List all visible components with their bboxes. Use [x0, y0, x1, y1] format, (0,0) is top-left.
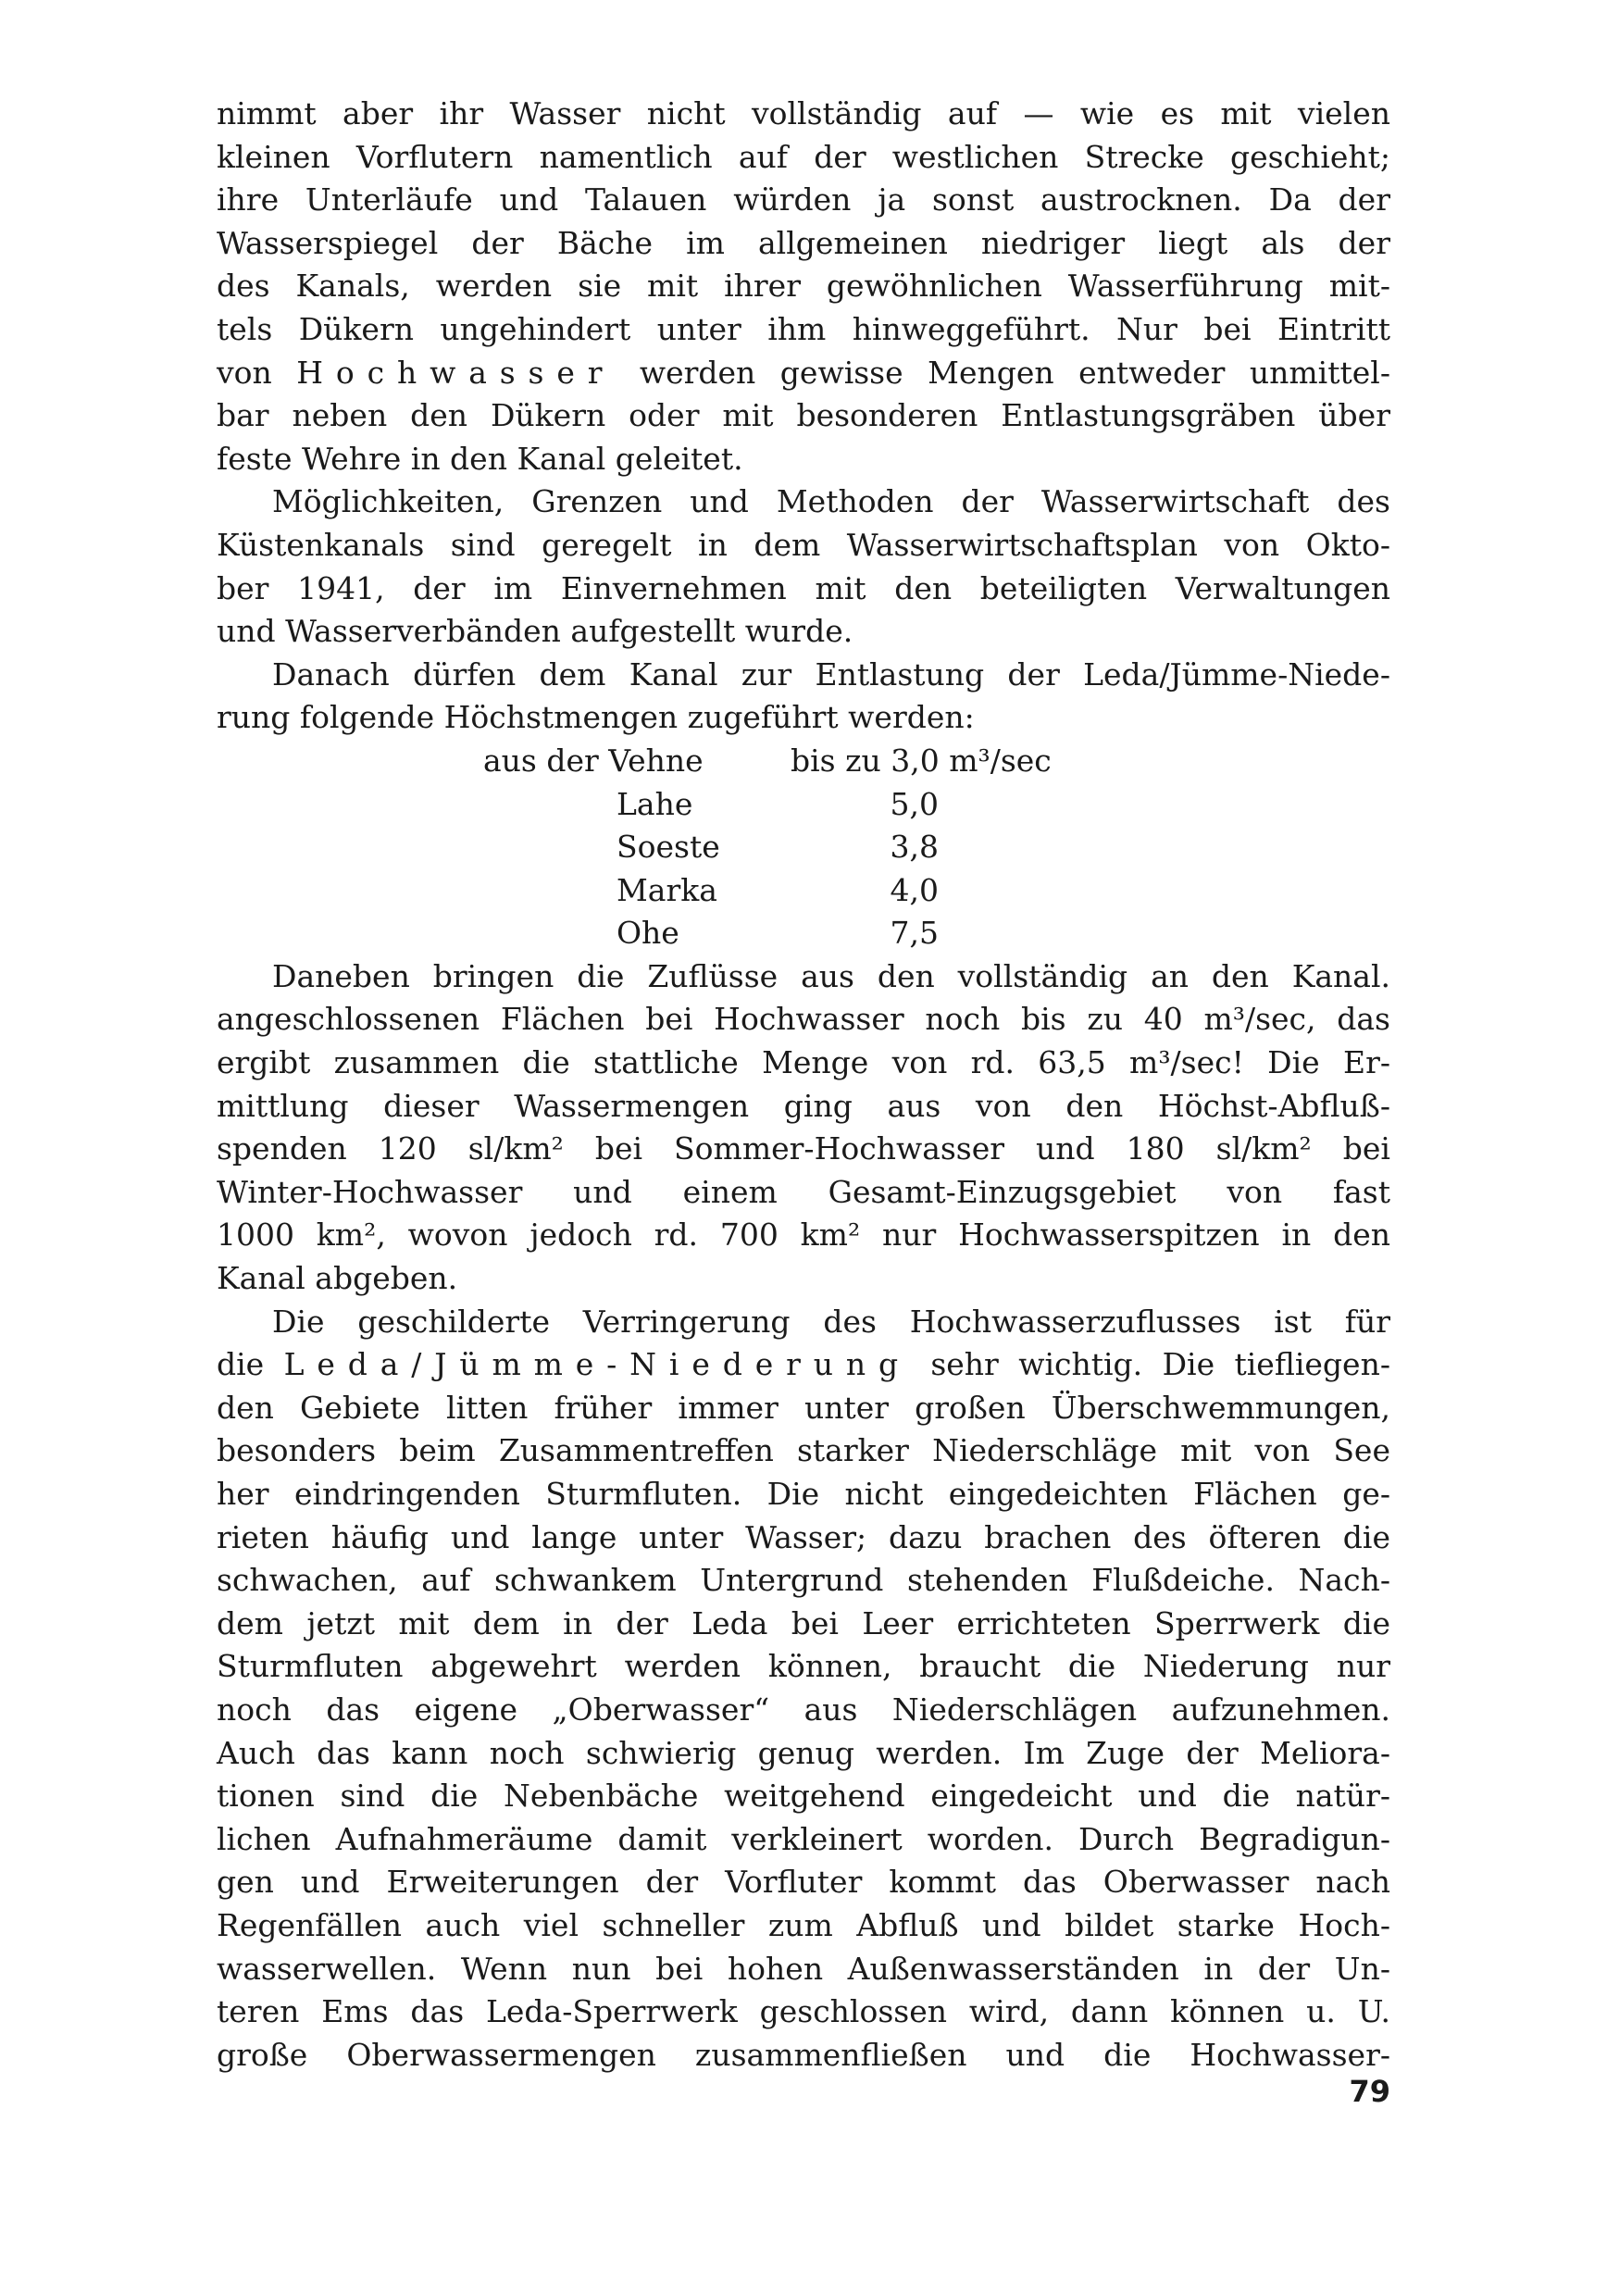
text-line: angeschlossenen Flächen bei Hochwasser noch bis zu 40 m³/sec, das: [217, 1001, 1390, 1038]
table-cell-name: Soeste: [617, 829, 720, 866]
table-cell-name: aus der Vehne: [483, 742, 704, 779]
text-line: Sturmfluten abgewehrt werden können, braucht die Niederung nur: [217, 1648, 1390, 1685]
table-cell-name: Ohe: [617, 915, 679, 952]
spaced-emphasis-hochwasser: Hochwasser: [296, 354, 616, 391]
table-cell-value: bis zu 3,0 m³/sec: [791, 742, 1052, 779]
text-line: 1000 km², wovon jedoch rd. 700 km² nur Hochwasserspitzen in den: [217, 1217, 1390, 1254]
text-line: wasserwellen. Wenn nun bei hohen Außenwasserständen in der Un-: [217, 1950, 1390, 1987]
text-line: große Oberwassermengen zusammenfließen und die Hochwasser-: [217, 2036, 1390, 2073]
spaced-emphasis-leda-juemme-niederung: Leda/Jümme-Niederung: [283, 1346, 911, 1383]
text-line-with-spaced-word: [217, 1343, 1390, 1387]
text-line: bar neben den Dükern oder mit besonderen Entlastungsgräben über: [217, 397, 1390, 434]
text-fragment: werden gewisse Mengen entweder unmittel-: [615, 354, 1390, 391]
table-cell-value: 4,0: [890, 871, 939, 908]
text-line: Küstenkanals sind geregelt in dem Wasserwirtschaftsplan von Okto-: [217, 526, 1390, 563]
text-line: Regenfällen auch viel schneller zum Abfluß und bildet starke Hoch-: [217, 1906, 1390, 1943]
table-cell-name: Marka: [617, 871, 717, 908]
text-line: Daneben bringen die Zuflüsse aus den vollständig an den Kanal.: [272, 957, 1390, 994]
text-line: noch das eigene „Oberwasser“ aus Niederschlägen aufzunehmen.: [217, 1691, 1390, 1728]
text-line: tels Dükern ungehindert unter ihm hinweggeführt. Nur bei Eintritt: [217, 310, 1390, 347]
text-line: teren Ems das Leda-Sperrwerk geschlossen wird, dann können u. U.: [217, 1993, 1390, 2030]
text-line: lichen Aufnahmeräume damit verkleinert worden. Durch Begradigun-: [217, 1820, 1390, 1857]
text-line: und Wasserverbänden aufgestellt wurde.: [217, 613, 853, 650]
discharge-table-row: [217, 869, 1390, 913]
text-line: Die geschilderte Verringerung des Hochwasserzuflusses ist für: [272, 1303, 1390, 1340]
text-line: schwachen, auf schwankem Untergrund stehenden Flußdeiche. Nach-: [217, 1562, 1390, 1599]
text-line: rieten häufig und lange unter Wasser; dazu brachen des öfteren die: [217, 1518, 1390, 1555]
text-line: Danach dürfen dem Kanal zur Entlastung der Leda/Jümme-Niede-: [272, 655, 1390, 693]
text-line: rung folgende Höchstmengen zugeführt werden:: [217, 699, 975, 736]
text-line: Möglichkeiten, Grenzen und Methoden der Wasserwirtschaft des: [272, 483, 1390, 520]
text-line: mittlung dieser Wassermengen ging aus von den Höchst-Abfluß-: [217, 1087, 1390, 1124]
text-line: den Gebiete litten früher immer unter großen Überschwemmungen,: [217, 1389, 1390, 1426]
text-line-with-spaced-word: [217, 352, 1390, 395]
text-line: nimmt aber ihr Wasser nicht vollständig auf — wie es mit vielen: [217, 95, 1390, 131]
text-fragment: von: [217, 354, 297, 391]
discharge-table-row: [217, 912, 1390, 955]
page-text-body: [217, 93, 1390, 2077]
text-line: des Kanals, werden sie mit ihrer gewöhnlichen Wasserführung mit-: [217, 268, 1390, 305]
text-fragment: sehr wichtig. Die tiefliegen-: [910, 1346, 1390, 1383]
table-cell-name: Lahe: [617, 785, 693, 822]
table-cell-value: 3,8: [890, 829, 939, 866]
text-line: Auch das kann noch schwierig genug werden. Im Zuge der Meliora-: [217, 1734, 1390, 1771]
text-line: her eindringenden Sturmfluten. Die nicht eingedeichten Flächen ge-: [217, 1476, 1390, 1512]
table-cell-value: 7,5: [890, 915, 939, 952]
discharge-table-row: [217, 826, 1390, 869]
page-number: 79: [1349, 2074, 1390, 2109]
table-cell-value: 5,0: [890, 785, 939, 822]
discharge-table-row: [217, 740, 1390, 783]
text-line: Wasserspiegel der Bäche im allgemeinen niedriger liegt als der: [217, 224, 1390, 261]
text-line: Winter-Hochwasser und einem Gesamt-Einzugsgebiet von fast: [217, 1173, 1390, 1210]
text-line: Kanal abgeben.: [217, 1260, 458, 1297]
text-line: spenden 120 sl/km² bei Sommer-Hochwasser und 180 sl/km² bei: [217, 1130, 1390, 1167]
text-line: gen und Erweiterungen der Vorfluter kommt das Oberwasser nach: [217, 1864, 1390, 1901]
text-line: tionen sind die Nebenbäche weitgehend eingedeicht und die natür-: [217, 1778, 1390, 1815]
text-line: ergibt zusammen die stattliche Menge von rd. 63,5 m³/sec! Die Er-: [217, 1044, 1390, 1081]
text-line: ihre Unterläufe und Talauen würden ja sonst austrocknen. Da der: [217, 181, 1390, 218]
text-line: ber 1941, der im Einvernehmen mit den beteiligten Verwaltungen: [217, 569, 1390, 606]
text-line: besonders beim Zusammentreffen starker Niederschläge mit von See: [217, 1432, 1390, 1469]
text-line: dem jetzt mit dem in der Leda bei Leer errichteten Sperrwerk die: [217, 1604, 1390, 1641]
text-fragment: die: [217, 1346, 284, 1383]
discharge-table-row: [217, 783, 1390, 827]
text-line: feste Wehre in den Kanal geleitet.: [217, 440, 743, 477]
text-line: kleinen Vorflutern namentlich auf der westlichen Strecke geschieht;: [217, 138, 1390, 175]
